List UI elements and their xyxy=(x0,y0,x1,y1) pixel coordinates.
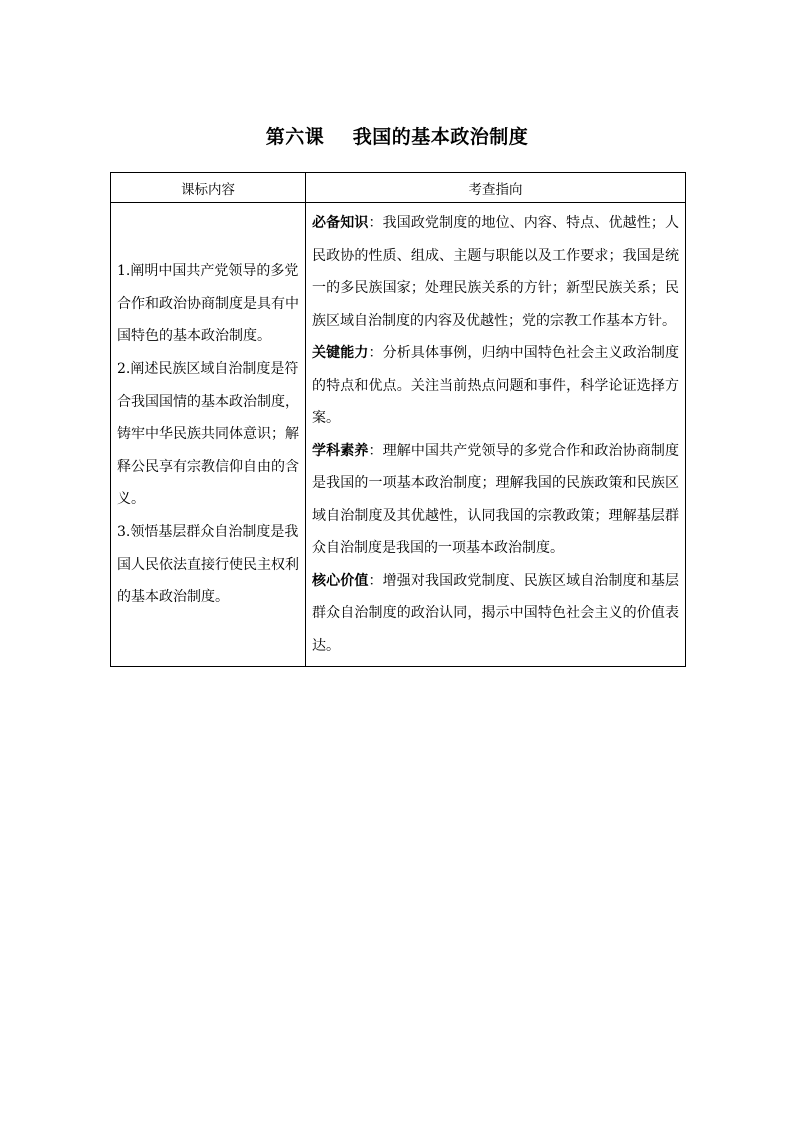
header-curriculum-content: 课标内容 xyxy=(111,173,306,203)
requirement-text: ：增强对我国政党制度、民族区域自治制度和基层群众自治制度的政治认同，揭示中国特色社会主义的价值表达。 xyxy=(312,572,680,654)
requirement-text: ：我国政党制度的地位、内容、特点、优越性；人民政协的性质、组成、主题与职能以及工作要求；我国是统一的多民族国家；处理民族关系的方针；新型民族关系；民族区域自治制度的内容及优越性；党的宗教工作基本方针。 xyxy=(312,215,680,329)
requirement-text: ：理解中国共产党领导的多党合作和政治协商制度是我国的一项基本政治制度；理解我国的民族政策和民族区域自治制度及其优越性，认同我国的宗教政策；理解基层群众自治制度是我国的一项基本政治制度。 xyxy=(312,442,680,556)
curriculum-table xyxy=(110,172,686,667)
requirement-core-value xyxy=(312,565,679,663)
requirement-label: 核心价值 xyxy=(312,572,369,589)
standard-item-2: 2.阐述民族区域自治制度是符合我国国情的基本政治制度，铸牢中华民族共同体意识；解释公民享有宗教信仰自由的含义。 xyxy=(117,361,299,508)
requirement-label: 必备知识 xyxy=(312,215,369,231)
standard-item-1: 1.阐明中国共产党领导的多党合作和政治协商制度是具有中国特色的基本政治制度。 xyxy=(117,263,299,345)
requirement-essential-knowledge xyxy=(312,207,679,337)
header-assessment-focus: 考查指向 xyxy=(306,173,686,203)
requirement-label: 学科素养 xyxy=(312,442,369,459)
requirement-key-ability xyxy=(312,337,679,435)
requirement-text: ：分析具体事例，归纳中国特色社会主义政治制度的特点和优点。关注当前热点问题和事件，科学论证选择方案。 xyxy=(312,345,680,426)
requirement-label: 关键能力 xyxy=(312,345,369,361)
table-header-row xyxy=(111,173,686,203)
curriculum-standards-cell xyxy=(111,203,306,667)
table-row xyxy=(111,203,686,667)
standard-item-3: 3.领悟基层群众自治制度是我国人民依法直接行使民主权利的基本政治制度。 xyxy=(117,523,299,606)
assessment-focus-cell xyxy=(306,203,686,667)
requirement-subject-literacy xyxy=(312,435,679,565)
page-title: 第六课 我国的基本政治制度 xyxy=(265,126,529,148)
